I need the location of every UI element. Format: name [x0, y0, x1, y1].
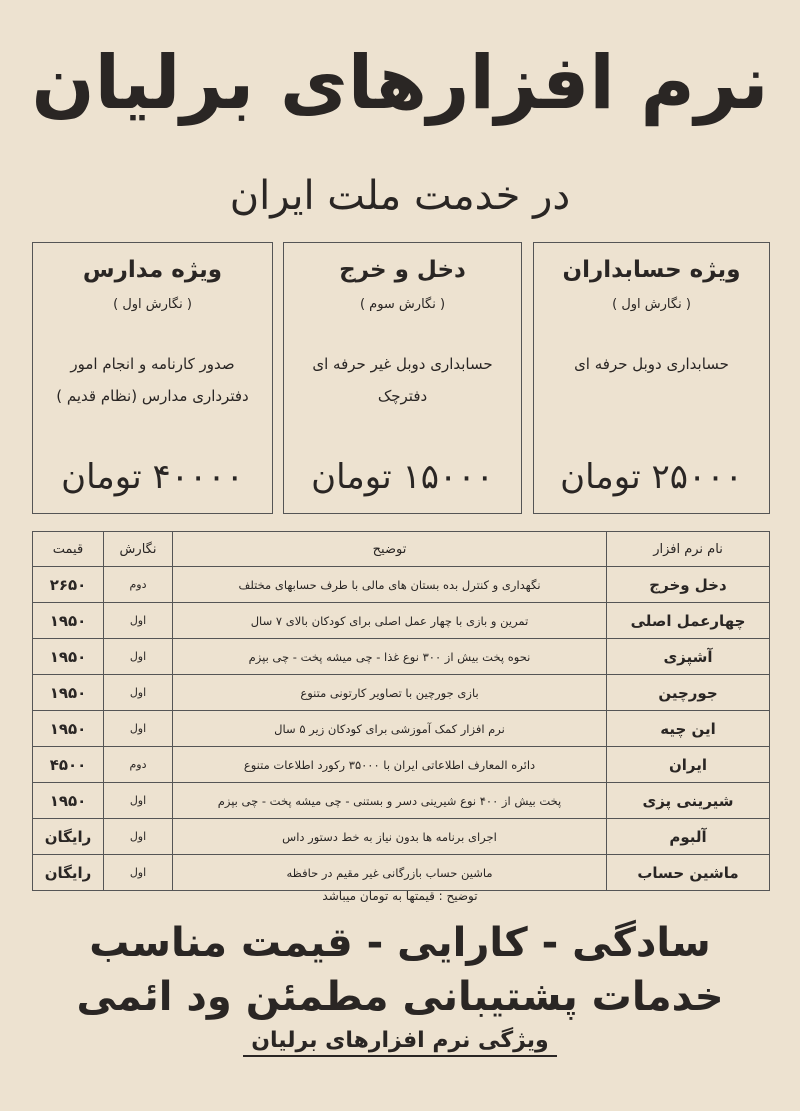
box-description-line1: حسابداری دوبل غیر حرفه ای [312, 355, 493, 373]
cell-price: ۲۶۵۰ [33, 567, 104, 603]
cell-edition: اول [104, 639, 173, 675]
cell-description: نرم افزار کمک آموزشی برای کودکان زیر ۵ سال [173, 711, 607, 747]
cell-edition: دوم [104, 747, 173, 783]
cell-description: ماشین حساب بازرگانی غیر مقیم در حافظه [173, 855, 607, 891]
box-title: ویژه مدارس [82, 257, 223, 283]
table-row [33, 747, 770, 783]
cell-edition: اول [104, 675, 173, 711]
cell-price: ۱۹۵۰ [33, 783, 104, 819]
product-box-schools [32, 242, 273, 514]
cell-price: ۴۵۰۰ [33, 747, 104, 783]
box-description-line1: حسابداری دوبل حرفه ای [574, 355, 729, 373]
page-title: نرم افزارهای برلیان [31, 40, 769, 126]
cell-edition: اول [104, 819, 173, 855]
cell-edition: اول [104, 603, 173, 639]
cell-description: پخت بیش از ۴۰۰ نوع شیرینی دسر و بستنی - چی میشه پخت - چی بپزم [173, 783, 607, 819]
footer-caption [0, 1028, 800, 1053]
table-row [33, 603, 770, 639]
cell-description: نگهداری و کنترل بده بستان های مالی با طرف حسابهای مختلف [173, 567, 607, 603]
product-box-accountants [533, 242, 770, 514]
box-description-line2: دفترچک [377, 387, 428, 405]
software-price-table [32, 531, 770, 891]
table-header-row [33, 532, 770, 567]
box-title: ویژه حسابداران [562, 257, 741, 283]
cell-price: رایگان [33, 819, 104, 855]
box-title: دخل و خرج [339, 257, 466, 283]
cell-description: نحوه پخت بیش از ۳۰۰ نوع غذا - چی میشه پخت - چی بپزم [173, 639, 607, 675]
box-description-line1: صدور کارنامه و انجام امور [70, 355, 235, 373]
cell-description: تمرین و بازی با چهار عمل اصلی برای کودکان بالای ۷ سال [173, 603, 607, 639]
cell-software-name: دخل وخرج [607, 567, 770, 603]
cell-software-name: شیرینی پزی [607, 783, 770, 819]
header-price: قیمت [33, 532, 104, 567]
table-row [33, 567, 770, 603]
cell-edition: دوم [104, 567, 173, 603]
table-row [33, 639, 770, 675]
cell-edition: اول [104, 783, 173, 819]
page-subtitle: در خدمت ملت ایران [229, 173, 571, 219]
cell-price: رایگان [33, 855, 104, 891]
header-edition: نگارش [104, 532, 173, 567]
cell-price: ۱۹۵۰ [33, 639, 104, 675]
box-description-line2: دفترداری مدارس (نظام قدیم ) [56, 387, 249, 405]
cell-software-name: ماشین حساب [607, 855, 770, 891]
table-row [33, 783, 770, 819]
header-software-name: نام نرم افزار [607, 532, 770, 567]
product-box-income-expense [283, 242, 522, 514]
cell-edition: اول [104, 711, 173, 747]
cell-software-name: آشپزی [607, 639, 770, 675]
slogan-line1: سادگی - کارایی - قیمت مناسب [89, 920, 711, 966]
cell-description: بازی جورچین با تصاویر کارتونی متنوع [173, 675, 607, 711]
table-row [33, 675, 770, 711]
cell-price: ۱۹۵۰ [33, 603, 104, 639]
cell-software-name: جورچین [607, 675, 770, 711]
header-description: توضیح [173, 532, 607, 567]
box-edition: ( نگارش سوم ) [359, 297, 446, 312]
cell-description: اجرای برنامه ها بدون نیاز به خط دستور داس [173, 819, 607, 855]
box-price: ۱۵۰۰۰ تومان [311, 457, 494, 497]
box-edition: ( نگارش اول ) [612, 297, 691, 312]
box-price: ۴۰۰۰۰ تومان [61, 457, 244, 497]
box-edition: ( نگارش اول ) [113, 297, 192, 312]
table-row [33, 855, 770, 891]
cell-software-name: این چیه [607, 711, 770, 747]
table-row [33, 819, 770, 855]
cell-software-name: آلبوم [607, 819, 770, 855]
box-price: ۲۵۰۰۰ تومان [560, 457, 743, 497]
cell-edition: اول [104, 855, 173, 891]
table-row [33, 711, 770, 747]
cell-price: ۱۹۵۰ [33, 711, 104, 747]
footer-text: ویژگی نرم افزارهای برلیان [243, 1028, 556, 1057]
price-note: توضیح : قیمتها به تومان میباشد [322, 889, 478, 903]
cell-description: دائره المعارف اطلاعاتی ایران با ۳۵۰۰۰ رکورد اطلاعات متنوع [173, 747, 607, 783]
cell-price: ۱۹۵۰ [33, 675, 104, 711]
slogan-line2: خدمات پشتیبانی مطمئن ود ائمی [76, 974, 724, 1020]
cell-software-name: چهارعمل اصلی [607, 603, 770, 639]
cell-software-name: ایران [607, 747, 770, 783]
